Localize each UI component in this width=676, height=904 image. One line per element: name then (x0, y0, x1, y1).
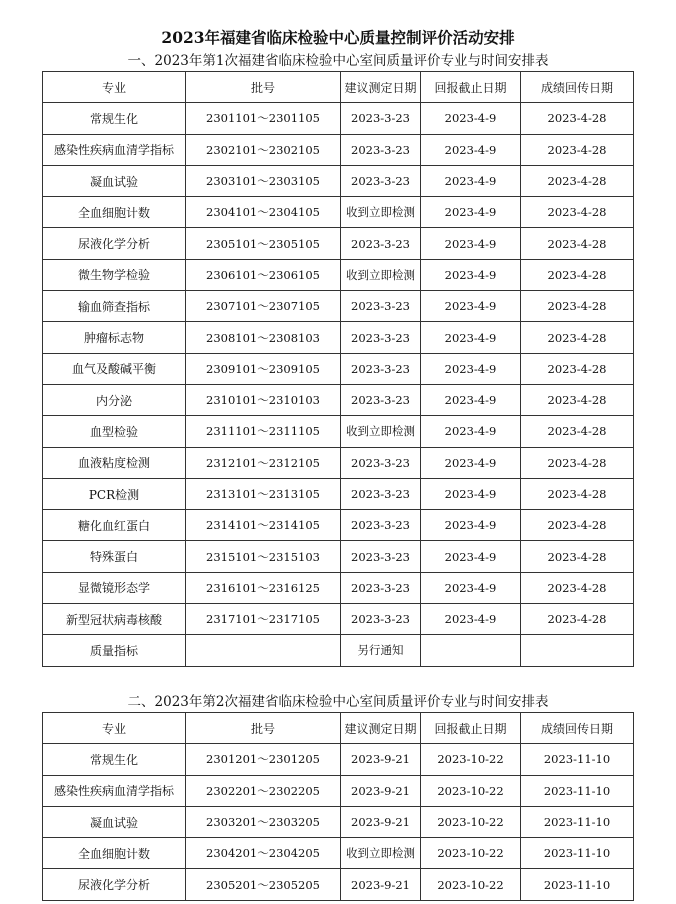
table-row (43, 291, 634, 322)
table-cell: 2023-4-9 (421, 384, 521, 415)
table-cell: 2023-4-9 (421, 134, 521, 165)
table-cell: 感染性疾病血清学指标 (43, 775, 186, 806)
table-cell (186, 635, 341, 666)
table-cell: 2303101～2303105 (186, 165, 341, 196)
table-cell: 2023-3-23 (341, 322, 421, 353)
table-cell: 2023-4-9 (421, 228, 521, 259)
table-cell: 2023-11-10 (521, 744, 634, 775)
table-cell: 2310101～2310103 (186, 384, 341, 415)
table-cell: 收到立即检测 (341, 197, 421, 228)
table-cell: 质量指标 (43, 635, 186, 666)
table-cell: 2309101～2309105 (186, 353, 341, 384)
table-cell: 2304201～2304205 (186, 838, 341, 869)
table-cell: 2023-4-28 (521, 572, 634, 603)
table-cell: 收到立即检测 (341, 259, 421, 290)
table-row (43, 134, 634, 165)
table-cell: 2023-9-21 (341, 775, 421, 806)
table-cell: 2023-3-23 (341, 447, 421, 478)
table-cell: 2023-4-28 (521, 197, 634, 228)
table-cell: 2313101～2313105 (186, 478, 341, 509)
table-cell: 输血筛查指标 (43, 291, 186, 322)
table-cell: 全血细胞计数 (43, 838, 186, 869)
table-cell: 2314101～2314105 (186, 510, 341, 541)
table-cell: 常规生化 (43, 744, 186, 775)
table-cell: 2023-4-28 (521, 103, 634, 134)
table-cell: 2023-3-23 (341, 541, 421, 572)
table-cell: 常规生化 (43, 103, 186, 134)
column-header: 成绩回传日期 (521, 72, 634, 103)
table-cell: 2023-4-28 (521, 447, 634, 478)
table-cell: PCR检测 (43, 478, 186, 509)
table-row (43, 416, 634, 447)
table-row (43, 478, 634, 509)
table-cell: 2023-4-9 (421, 103, 521, 134)
table-cell: 全血细胞计数 (43, 197, 186, 228)
schedule-table-1 (42, 71, 634, 667)
table-cell: 微生物学检验 (43, 259, 186, 290)
table-cell: 显微镜形态学 (43, 572, 186, 603)
table-row (43, 228, 634, 259)
column-header: 专业 (43, 72, 186, 103)
table-cell: 收到立即检测 (341, 416, 421, 447)
table-cell: 血气及酸碱平衡 (43, 353, 186, 384)
table-row (43, 322, 634, 353)
table-row (43, 165, 634, 196)
table-cell: 2023-11-10 (521, 869, 634, 900)
table-cell: 另行通知 (341, 635, 421, 666)
table-cell: 2303201～2303205 (186, 806, 341, 837)
table-cell: 2023-4-9 (421, 165, 521, 196)
table-row (43, 197, 634, 228)
table-cell: 2023-4-9 (421, 291, 521, 322)
table-row (43, 744, 634, 775)
table-cell: 2023-4-28 (521, 165, 634, 196)
document-title: 2023年福建省临床检验中心质量控制评价活动安排 (161, 28, 515, 47)
table-row (43, 838, 634, 869)
table-cell: 血液粘度检测 (43, 447, 186, 478)
column-header: 批号 (186, 713, 341, 744)
table-cell: 2023-3-23 (341, 165, 421, 196)
table-cell: 感染性疾病血清学指标 (43, 134, 186, 165)
table-cell: 2301201～2301205 (186, 744, 341, 775)
table-cell: 2023-4-28 (521, 134, 634, 165)
table-cell: 2305101～2305105 (186, 228, 341, 259)
table-cell: 2023-3-23 (341, 103, 421, 134)
column-header: 建议测定日期 (341, 713, 421, 744)
table-cell: 2023-4-28 (521, 259, 634, 290)
table-cell: 2023-4-9 (421, 197, 521, 228)
column-header: 回报截止日期 (421, 72, 521, 103)
table-cell: 2023-4-28 (521, 384, 634, 415)
table-cell: 尿液化学分析 (43, 869, 186, 900)
table-cell: 收到立即检测 (341, 838, 421, 869)
table-cell: 2311101～2311105 (186, 416, 341, 447)
table-cell: 尿液化学分析 (43, 228, 186, 259)
table-cell: 2023-3-23 (341, 604, 421, 635)
table-cell: 2023-3-23 (341, 291, 421, 322)
table-cell: 2023-11-10 (521, 806, 634, 837)
table-row (43, 510, 634, 541)
table-row (43, 869, 634, 900)
table-cell: 凝血试验 (43, 165, 186, 196)
table-cell: 新型冠状病毒核酸 (43, 604, 186, 635)
table-cell: 2023-10-22 (421, 775, 521, 806)
table-cell: 2023-3-23 (341, 353, 421, 384)
table-cell: 2306101～2306105 (186, 259, 341, 290)
table-cell: 2312101～2312105 (186, 447, 341, 478)
table-cell: 2023-9-21 (341, 869, 421, 900)
table-cell: 2023-4-9 (421, 447, 521, 478)
table-cell: 2023-10-22 (421, 869, 521, 900)
table-cell: 2302101～2302105 (186, 134, 341, 165)
table-cell: 2023-4-28 (521, 228, 634, 259)
table-cell: 2023-4-9 (421, 510, 521, 541)
table-cell: 2023-3-23 (341, 478, 421, 509)
table-cell: 2023-4-28 (521, 510, 634, 541)
table-cell: 2317101～2317105 (186, 604, 341, 635)
column-header: 批号 (186, 72, 341, 103)
table-row (43, 103, 634, 134)
table-cell: 特殊蛋白 (43, 541, 186, 572)
table-cell: 2301101～2301105 (186, 103, 341, 134)
table-cell: 2316101～2316125 (186, 572, 341, 603)
column-header: 专业 (43, 713, 186, 744)
table-cell: 2023-3-23 (341, 134, 421, 165)
table-cell: 2302201～2302205 (186, 775, 341, 806)
table-cell: 2023-11-10 (521, 838, 634, 869)
table-cell: 2023-4-9 (421, 572, 521, 603)
schedule-table-2 (42, 712, 634, 901)
table-row (43, 806, 634, 837)
table-row (43, 775, 634, 806)
table-cell: 血型检验 (43, 416, 186, 447)
table-header-row (43, 72, 634, 103)
table-row (43, 541, 634, 572)
table-cell: 2023-4-9 (421, 416, 521, 447)
table-cell (521, 635, 634, 666)
section-1-title: 一、2023年第1次福建省临床检验中心室间质量评价专业与时间安排表 (127, 53, 549, 69)
table-cell: 2023-10-22 (421, 744, 521, 775)
table-cell: 2023-4-28 (521, 322, 634, 353)
table-cell: 2023-4-9 (421, 259, 521, 290)
table-cell: 2307101～2307105 (186, 291, 341, 322)
table-cell: 2023-11-10 (521, 775, 634, 806)
table-cell (421, 635, 521, 666)
table-cell: 2305201～2305205 (186, 869, 341, 900)
column-header: 成绩回传日期 (521, 713, 634, 744)
table-cell: 2308101～2308103 (186, 322, 341, 353)
table-row (43, 447, 634, 478)
table-cell: 2023-4-9 (421, 322, 521, 353)
table-cell: 2023-4-28 (521, 541, 634, 572)
table-cell: 2023-4-28 (521, 604, 634, 635)
table-header-row (43, 713, 634, 744)
table-cell: 2023-9-21 (341, 744, 421, 775)
table-cell: 2023-9-21 (341, 806, 421, 837)
table-cell: 2023-4-9 (421, 478, 521, 509)
table-row (43, 635, 634, 666)
table-cell: 2023-3-23 (341, 384, 421, 415)
table-row (43, 353, 634, 384)
table-cell: 2023-3-23 (341, 572, 421, 603)
table-cell: 2023-4-28 (521, 291, 634, 322)
table-cell: 2023-10-22 (421, 806, 521, 837)
table-cell: 2023-10-22 (421, 838, 521, 869)
table-cell: 2304101～2304105 (186, 197, 341, 228)
table-row (43, 572, 634, 603)
table-row (43, 384, 634, 415)
table-cell: 肿瘤标志物 (43, 322, 186, 353)
table-cell: 2023-4-28 (521, 416, 634, 447)
column-header: 建议测定日期 (341, 72, 421, 103)
table-cell: 内分泌 (43, 384, 186, 415)
table-row (43, 604, 634, 635)
table-cell: 2023-4-28 (521, 353, 634, 384)
table-cell: 糖化血红蛋白 (43, 510, 186, 541)
table-cell: 2023-4-9 (421, 541, 521, 572)
table-cell: 2023-4-9 (421, 604, 521, 635)
section-2-title: 二、2023年第2次福建省临床检验中心室间质量评价专业与时间安排表 (127, 694, 549, 710)
table-cell: 2023-3-23 (341, 228, 421, 259)
table-cell: 2315101～2315103 (186, 541, 341, 572)
table-cell: 2023-4-28 (521, 478, 634, 509)
table-cell: 2023-4-9 (421, 353, 521, 384)
table-cell: 2023-3-23 (341, 510, 421, 541)
column-header: 回报截止日期 (421, 713, 521, 744)
table-row (43, 259, 634, 290)
table-cell: 凝血试验 (43, 806, 186, 837)
